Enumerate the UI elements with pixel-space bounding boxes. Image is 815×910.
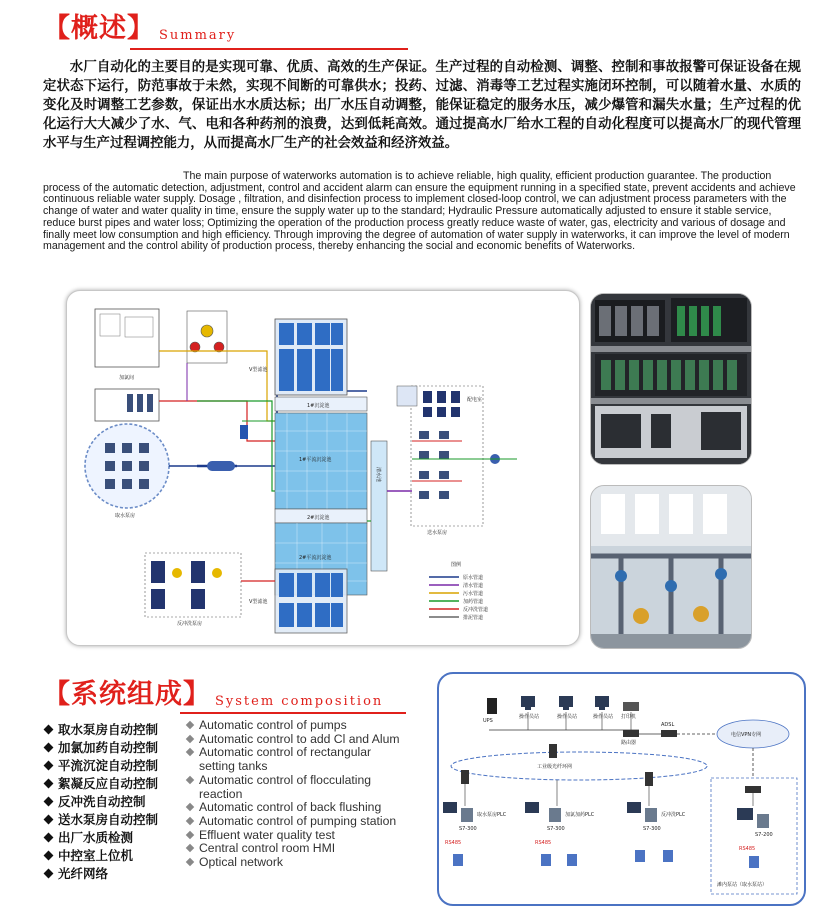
svg-text:原水管道: 原水管道: [463, 575, 484, 581]
list-item: 反冲洗自动控制: [45, 793, 158, 811]
network-diagram: [437, 672, 806, 906]
overview-title-cn: 【概述】: [43, 13, 155, 44]
list-item: Optical network: [187, 856, 409, 870]
tank-2b-label: 2#平流沉淀池: [299, 555, 332, 561]
list-item: 出厂水质检测: [45, 829, 158, 847]
tank-2-label: 2#沉淀池: [307, 515, 330, 521]
tank-1-label: 1#沉淀池: [307, 403, 330, 409]
svg-text:打印机: 打印机: [621, 714, 637, 720]
distribution-label: 配电室: [467, 397, 483, 403]
v-filter-bottom-label: V型滤池: [249, 599, 268, 605]
svg-text:操作员站: 操作员站: [557, 714, 578, 720]
ups-icon: [487, 698, 497, 714]
process-diagram-svg: [67, 291, 579, 645]
plc-icon: [549, 808, 561, 822]
overview-heading: [43, 14, 236, 44]
list-item: Automatic control of pumps: [187, 719, 409, 733]
list-item: Automatic control of back flushing: [187, 801, 409, 815]
overview-paragraph-en: The main purpose of waterworks automation is to achieve reliable, high quality, efficient production guarantee. The production process of the automatic detection, adjustment, control and accident alarm can ensure the equipment running in a specified state, prevent accidents and achieve continuous reliable water supply. Dosage , filtration, and disinfection process to implement closed-loop control, we can adjustment process parameters with the change of water and water quality in time, ensure the supply water up to the standard; Hydraulic Pressure automatically adjusted to ensure it stable service, reduce burst pipes and water loss; Optimizing the operation of the production process greatly reduce waste of water, gas, electricity and various of dosage and finally meet low consumption and high efficiency. Through improving the degree of automation of water supply in waterworks, it can improve the level of modern management and the control ability of production process, thereby enhancing the social and economic benefits of Waterworks.: [43, 170, 796, 253]
list-item: 平流沉淀自动控制: [45, 757, 158, 775]
overview-title-en: Summary: [159, 28, 237, 43]
system-title-en: System composition: [215, 694, 384, 709]
list-item: 絮凝反应自动控制: [45, 775, 158, 793]
router-icon: [623, 730, 639, 737]
overview-heading-rule: [130, 48, 408, 50]
overview-paragraph-cn: 水厂自动化的主要目的是实现可靠、优质、高效的生产保证。生产过程的自动检测、调整、控制和事故报警可保证设备在规定状态下运行，防范事故于未然，实现不间断的可靠供水；投药、过滤、消毒等工艺过程实施闭环控制，可以随着水量、水质的变化及时调整工艺参数，保证出水水质达标；出厂水压自动调整，能保证稳定的服务水压，减少爆管和漏失水量；生产过程的优化运行大大减少了水、气、电和各种药剂的浪费，达到低耗高效。通过提高水厂给水工程的自动化程度可以提高水厂的现代管理水平与生产过程调控能力，从而提高水厂生产的社会效益和经济效益。: [43, 60, 801, 151]
clear-tank-label: 清水池: [375, 467, 381, 483]
fiber-ring: [451, 752, 707, 780]
svg-text:反冲洗PLC: 反冲洗PLC: [661, 812, 686, 818]
svg-text:ADSL: ADSL: [661, 722, 675, 728]
system-title-cn: 【系统组成】: [43, 679, 211, 710]
svg-text:RS485: RS485: [445, 840, 462, 846]
list-item: 取水泵房自动控制: [45, 721, 158, 739]
list-item: 光纤网络: [45, 865, 158, 883]
switch-icon: [549, 744, 557, 758]
list-item: 送水泵房自动控制: [45, 811, 158, 829]
svg-text:工业级光纤环网: 工业级光纤环网: [537, 764, 573, 770]
clear-water-tank: [371, 441, 387, 571]
svg-text:污水管道: 污水管道: [463, 591, 484, 597]
system-heading: [43, 680, 383, 710]
svg-text:路由器: 路由器: [621, 740, 637, 746]
list-item: 加氯加药自动控制: [45, 739, 158, 757]
svg-text:S7-200: S7-200: [755, 832, 773, 838]
svg-text:清水管道: 清水管道: [463, 583, 484, 589]
svg-text:S7-300: S7-300: [459, 826, 477, 832]
svg-text:反冲洗管道: 反冲洗管道: [463, 607, 489, 613]
svg-text:S7-300: S7-300: [643, 826, 661, 832]
network-diagram-svg: [439, 674, 804, 904]
pump-room-photo: [590, 485, 752, 649]
control-cabinet-photo: [590, 293, 752, 465]
svg-text:排泥管道: 排泥管道: [463, 615, 484, 621]
v-filter-top-label: V型滤池: [249, 367, 268, 373]
svg-text:UPS: UPS: [483, 718, 493, 724]
svg-text:RS485: RS485: [535, 840, 552, 846]
workstation-icon: [595, 696, 609, 707]
process-diagram: [66, 290, 580, 646]
remote-station-box: [711, 778, 797, 894]
legend-rows: [429, 574, 488, 621]
system-heading-rule: [180, 712, 406, 714]
svg-text:RS485: RS485: [739, 846, 756, 852]
list-item: Automatic control of flocculating reaction: [187, 774, 409, 801]
plc-icon: [461, 808, 473, 822]
switch-icon: [461, 770, 469, 784]
dosing-room-label: 加氯间: [119, 375, 135, 381]
backwash-pump-label: 反冲洗泵房: [177, 621, 203, 627]
workstation-icon: [559, 696, 573, 707]
system-list-en: [187, 719, 409, 870]
list-item: Automatic control of rectangular setting tanks: [187, 746, 409, 773]
svg-text:S7-300: S7-300: [547, 826, 565, 832]
system-list-cn: [45, 721, 158, 883]
svg-text:电信VPN专网: 电信VPN专网: [731, 732, 762, 738]
list-item: 中控室上位机: [45, 847, 158, 865]
adsl-modem-icon: [661, 730, 677, 737]
list-item: Automatic control to add Cl and Alum: [187, 733, 409, 747]
workstation-icon: [521, 696, 535, 707]
legend-title: 图例: [451, 562, 462, 568]
plc-icon: [645, 808, 657, 822]
svg-text:加药管道: 加药管道: [463, 599, 484, 605]
intake-pump-label: 取水泵房: [115, 513, 136, 519]
svg-text:操作员站: 操作员站: [519, 714, 540, 720]
list-item: Automatic control of pumping station: [187, 815, 409, 829]
svg-text:操作员站: 操作员站: [593, 714, 614, 720]
svg-text:取水泵房PLC: 取水泵房PLC: [477, 812, 507, 818]
svg-text:滩内泵站（取水泵站）: 滩内泵站（取水泵站）: [717, 882, 768, 888]
list-item: Central control room HMI: [187, 842, 409, 856]
svg-text:加氯加药PLC: 加氯加药PLC: [565, 812, 595, 818]
printer-icon: [623, 702, 639, 711]
list-item: Effluent water quality test: [187, 829, 409, 843]
tank-1b-label: 1#平流沉淀池: [299, 457, 332, 463]
switch-icon: [645, 772, 653, 786]
delivery-pump-label: 送水泵房: [427, 530, 448, 536]
dosing-room-box: [95, 309, 159, 367]
